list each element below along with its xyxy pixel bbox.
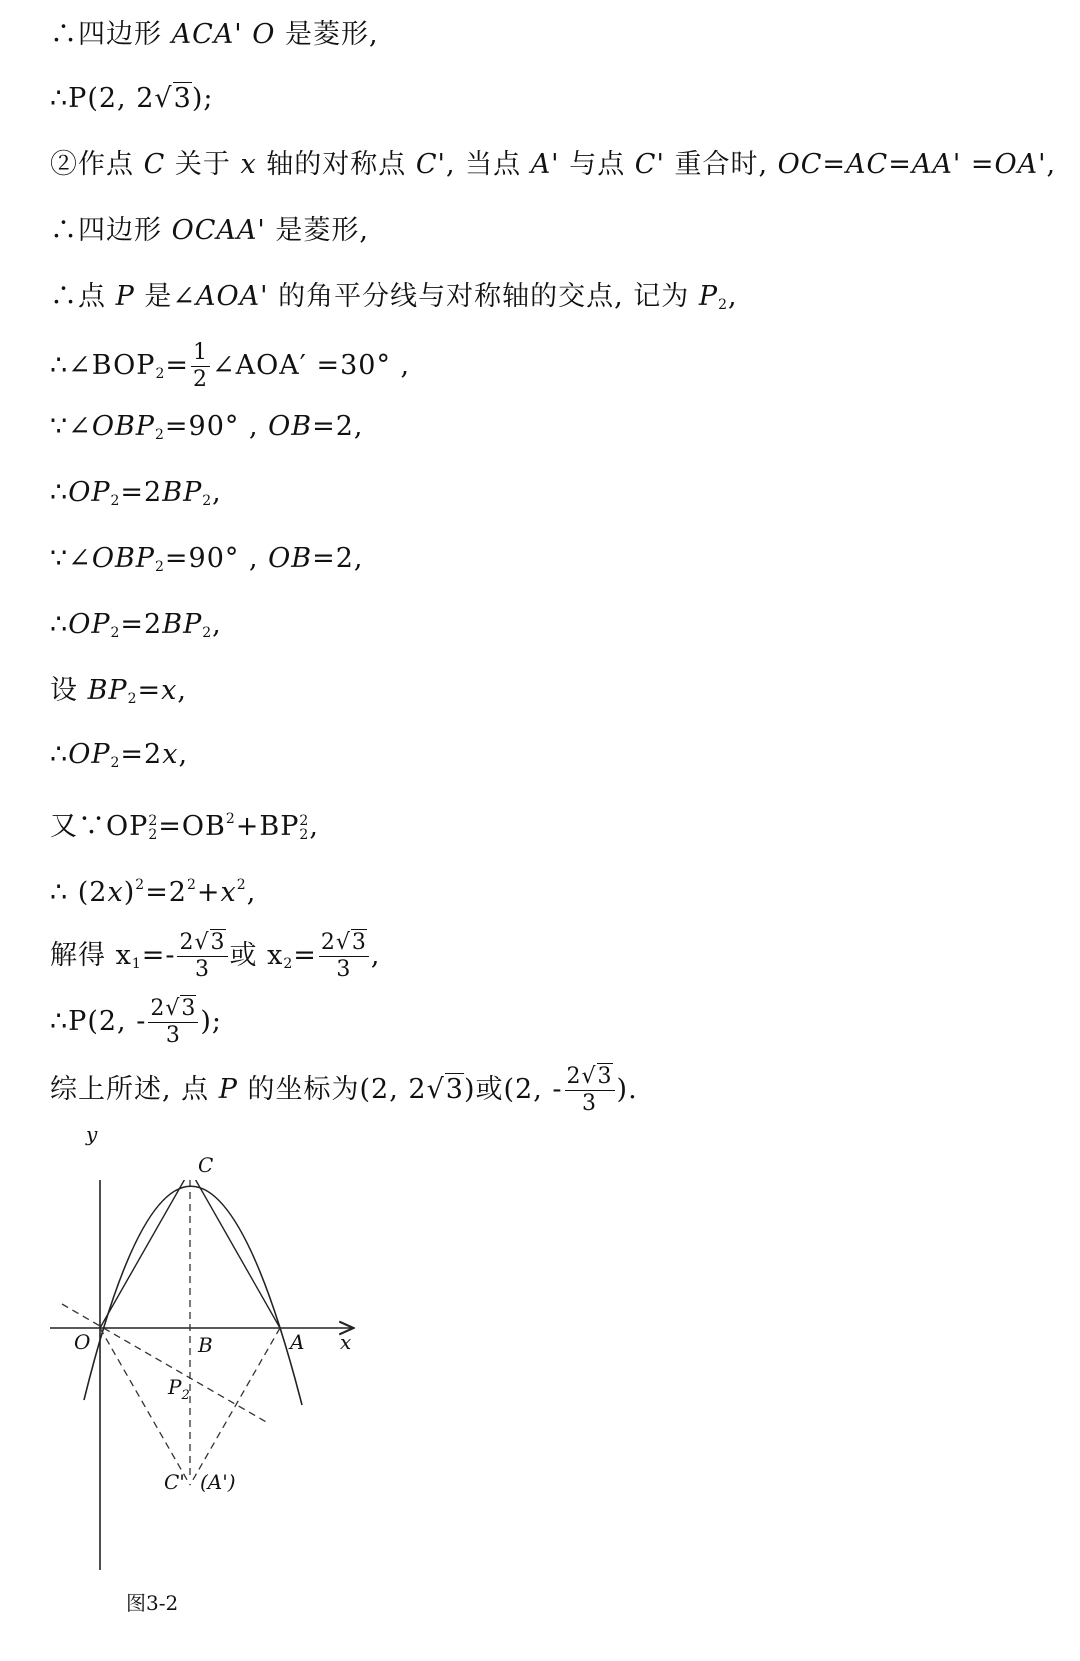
fraction: $\frac{2√3}{3}$ — [320, 930, 367, 982]
segment-OC-prime — [100, 1328, 190, 1485]
text-line-14: ∴ $(2x)^2=2^2+x^2$, — [50, 877, 257, 908]
text-line-5: ∴点 P 是∠AOA' 的角平分线与对称轴的交点, 记为 $P_2$, — [50, 281, 738, 313]
text-line-9: $\because\angle OBP_2=90^\circ$ , OB=2, — [50, 543, 364, 575]
label-O: O — [74, 1330, 91, 1354]
text-line-3: ②作点 C 关于 x 轴的对称点 C', 当点 A' 与点 C' 重合时, OC=AC=AA' =OA', — [50, 149, 1057, 180]
text-line-17: 综上所述, 点 P 的坐标为(2, 2√3)或(2, - $\frac{2√3}{3}$ ). — [50, 1064, 638, 1116]
text-line-11: 设 $BP_2=x$, — [50, 675, 187, 707]
text-line-15: 解得 $x_1=-$ $\frac{2√3}{3}$ 或 $x_2=$ $\frac{2√3}{3}$ , — [50, 930, 381, 982]
label-A-prime: (A') — [200, 1470, 236, 1494]
text-line-7: $\because\angle OBP_2=90^\circ$ , OB=2, — [50, 411, 364, 443]
fraction: $\frac{2√3}{3}$ — [179, 930, 226, 982]
segment-CA — [190, 1180, 280, 1328]
text-line-6: $\therefore\angle BOP_2=$ $\frac{1}{2}$ ∠AOA′ =30° , — [50, 340, 411, 392]
text-line-1: ∴四边形 ACA' O 是菱形, — [50, 19, 379, 50]
parabola-rhombus-figure — [40, 1180, 370, 1590]
label-x: x — [340, 1330, 352, 1354]
text-line-2: ∴P(2, 2√3); — [50, 83, 214, 114]
fraction: $\frac{1}{2}$ — [193, 340, 208, 392]
label-B: B — [198, 1333, 213, 1357]
label-C-prime: C' — [164, 1470, 185, 1494]
text-line-16: ∴P(2, - $\frac{2√3}{3}$ ); — [50, 996, 223, 1048]
label-C: C — [198, 1153, 214, 1177]
text-line-8: $\therefore OP_2=2BP_2$, — [50, 477, 222, 509]
fraction: $\frac{2√3}{3}$ — [150, 996, 197, 1048]
label-y: y — [86, 1122, 98, 1146]
text-line-13: 又∵OP 2 2 $=OB^2+BP$ 2 2 , — [50, 811, 319, 843]
text-line-10: $\therefore OP_2=2BP_2$, — [50, 609, 222, 641]
text-line-12: $\therefore OP_2=2x$, — [50, 739, 189, 771]
figure-caption: 图3-2 — [126, 1591, 179, 1615]
text-line-4: ∴四边形 OCAA' 是菱形, — [50, 215, 369, 246]
label-A: A — [290, 1330, 305, 1354]
parabola — [84, 1186, 305, 1405]
label-P2: $P_2$ — [168, 1375, 190, 1403]
segment-OC — [100, 1180, 190, 1328]
fraction: $\frac{2√3}{3}$ — [566, 1064, 613, 1116]
